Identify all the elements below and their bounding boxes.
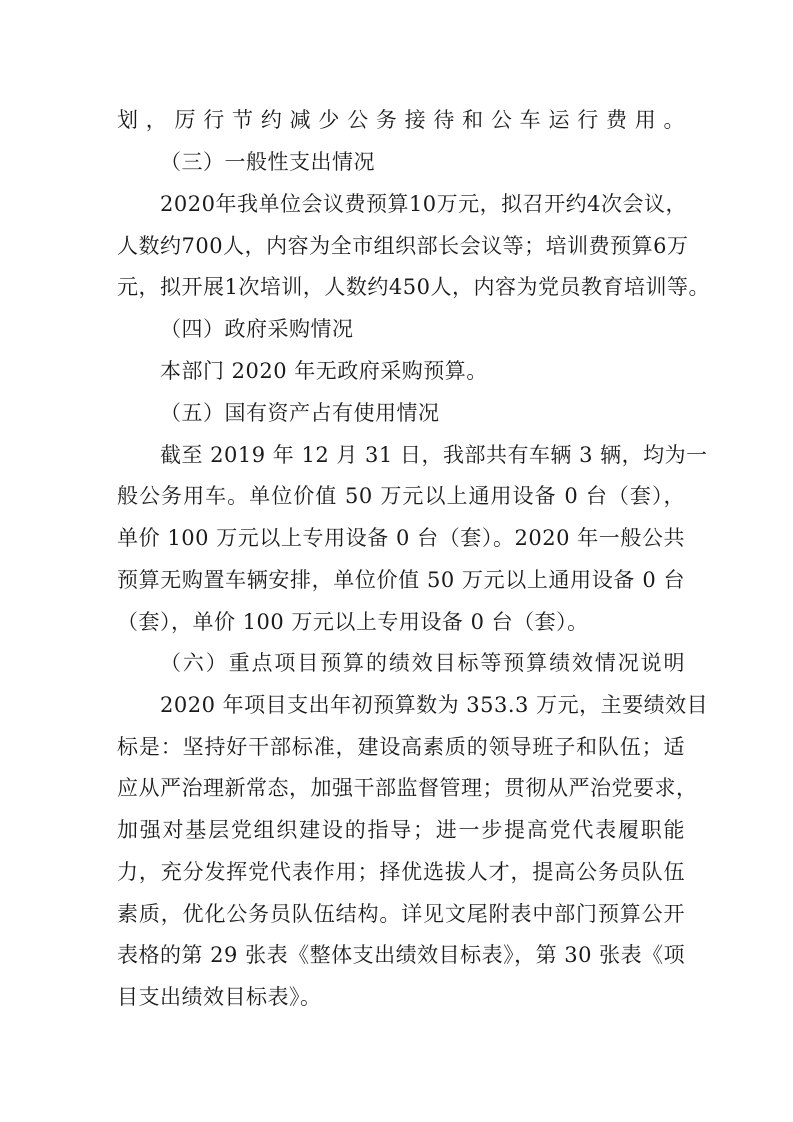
text-line-20: 素质，优化公务员队伍结构。详见文尾附表中部门预算公开 (117, 902, 685, 926)
section-heading-4: （四）政府采购情况 (160, 317, 354, 341)
text-line-3: 2020年我单位会议费预算10万元，拟召开约4次会议， (160, 192, 688, 216)
text-line-4: 人数约700人，内容为全市组织部长会议等；培训费预算6万 (117, 234, 689, 258)
text-line-9: 截至 2019 年 12 月 31 日，我部共有车辆 3 辆，均为一 (160, 443, 708, 467)
text-line-7: 本部门 2020 年无政府采购预算。 (160, 359, 488, 383)
text-line-5: 元，拟开展1次培训，人数约450人，内容为党员教育培训等。 (117, 275, 710, 299)
section-heading-3: （三）一般性支出情况 (160, 150, 375, 174)
text-line-12: 预算无购置车辆安排，单位价值 50 万元以上通用设备 0 台 (117, 568, 685, 592)
text-line-15: 2020 年项目支出年初预算数为 353.3 万元，主要绩效目 (160, 693, 709, 717)
text-line-11: 单价 100 万元以上专用设备 0 台（套）。2020 年一般公共 (117, 526, 685, 550)
text-line-18: 加强对基层党组织建设的指导；进一步提高党代表履职能 (117, 818, 685, 842)
text-line-1: 划，厉行节约减少公务接待和公车运行费用。 (117, 108, 685, 132)
section-heading-5: （五）国有资产占有使用情况 (160, 401, 440, 425)
text-line-13: （套），单价 100 万元以上专用设备 0 台（套）。 (117, 610, 589, 634)
text-line-19: 力，充分发挥党代表作用；择优选拔人才，提高公务员队伍 (117, 860, 685, 884)
text-line-22: 目支出绩效目标表》。 (117, 985, 322, 1009)
text-line-16: 标是：坚持好干部标准，建设高素质的领导班子和队伍；适 (117, 735, 685, 759)
text-line-21: 表格的第 29 张表《整体支出绩效目标表》，第 30 张表《项 (117, 943, 686, 967)
text-line-10: 般公务用车。单位价值 50 万元以上通用设备 0 台（套）， (117, 484, 685, 508)
text-line-17: 应从严治理新常态，加强干部监督管理；贯彻从严治党要求， (117, 776, 698, 800)
section-heading-6: （六）重点项目预算的绩效目标等预算绩效情况说明 (160, 651, 685, 675)
